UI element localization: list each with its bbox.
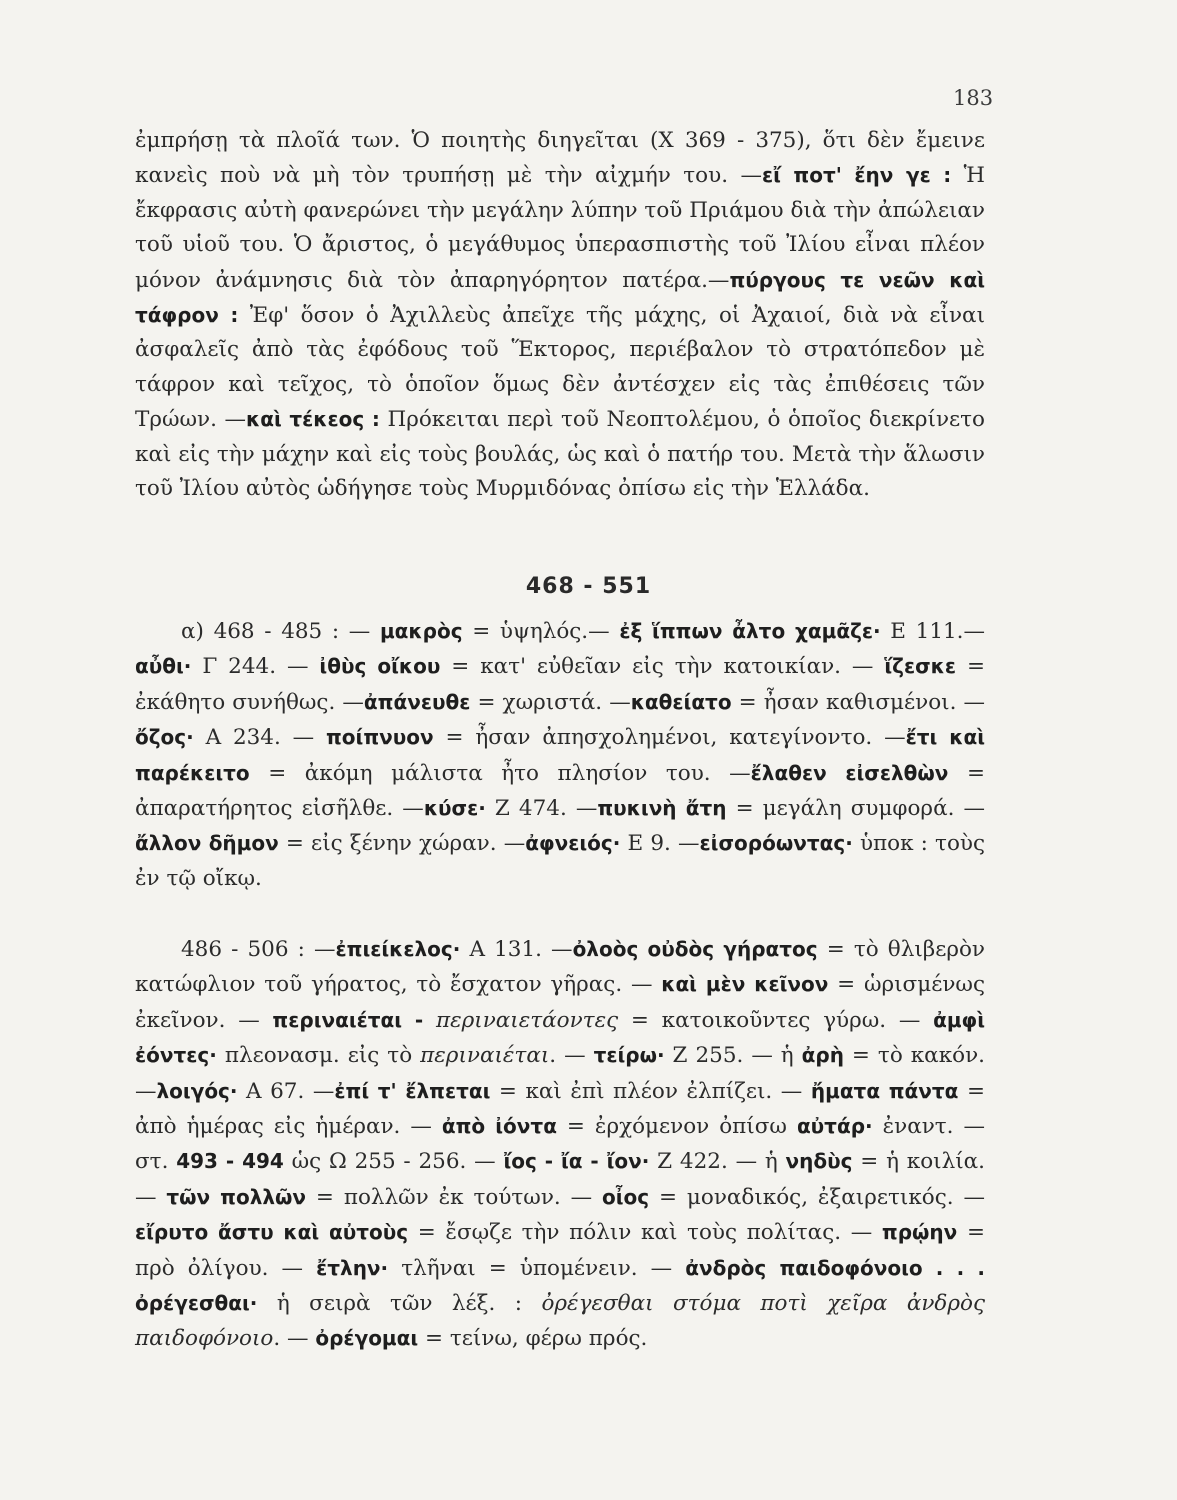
- text-run: = ἐρχόμενον ὀπίσω: [556, 1114, 797, 1140]
- text-run: Ε 9. —: [620, 831, 700, 857]
- lemma: ἤματα πάντα: [810, 1078, 959, 1103]
- lemma: ὄζος·: [135, 725, 194, 750]
- citation: ὀρέγεσθαι στόμα ποτὶ χεῖρα ἀνδρὸς παιδοφόνοιο: [135, 1291, 985, 1352]
- text-run: = ὑψηλός.—: [462, 619, 620, 644]
- text-run: ὑποκ : τοὺς ἐν τῷ οἴκῳ.: [135, 831, 986, 891]
- lemma: ἀρὴ: [801, 1043, 844, 1068]
- text-run: = κατοικοῦντες γύρω. —: [618, 1007, 934, 1033]
- lemma: μακρὸς: [379, 619, 463, 643]
- lemma: καὶ μὲν κεῖνον: [661, 972, 829, 997]
- lemma: ὀρέγομαι: [315, 1326, 419, 1351]
- lemma: καθείατο: [630, 689, 732, 714]
- lemma: αὖθι·: [135, 654, 192, 679]
- lemma: τῶν πολλῶν: [166, 1184, 307, 1209]
- lemma: ἐπί τ' ἔλπεται: [334, 1078, 491, 1103]
- text-run: = τείνω, φέρω πρός.: [418, 1326, 648, 1352]
- lemma: ποίπνυον: [325, 725, 434, 750]
- text-run: = τὸ κακόν. —: [135, 1043, 985, 1104]
- text-run: ἐναντ. — στ.: [135, 1114, 985, 1175]
- citation: περιναιέται: [420, 1043, 550, 1069]
- text-run: = ἀπαρατήρητος εἰσῆλθε. —: [135, 760, 985, 822]
- lemma: ἀνδρὸς παιδοφόνοιο . . . ὀρέγεσθαι·: [135, 1255, 985, 1316]
- text-run: Ἐφ' ὅσον ὁ Ἀχιλλεὺς ἀπεῖχε τῆς μάχης, οἱ Ἀχαιοί, διὰ νὰ εἶναι ἀσφαλεῖς ἀπὸ τὰς ἐφόδους τοῦ Ἕκτορος, περιέβαλον τὸ στρατόπεδον μὲ τάφρον καὶ τεῖχος, τὸ ὁποῖον ὅμως δὲν ἀντέσχεν εἰς τὰς ἐπιθέσεις τῶν Τρώων. —: [135, 303, 985, 433]
- section-heading: 468 - 551: [525, 574, 652, 599]
- citation: περιναιετάοντες: [423, 1007, 619, 1033]
- text-run: Ζ 474. —: [485, 796, 598, 822]
- lemma: ἔτι καὶ παρέκειτο: [135, 725, 985, 785]
- lemma: ἐπιείκελος·: [335, 937, 461, 961]
- text-run: = τὸ θλιβερὸν κατώφλιον τοῦ γήρατος, τὸ ἔσχατον γῆρας. —: [135, 937, 985, 998]
- commentary-paragraph-1: [135, 124, 985, 506]
- text-run: = χωριστά. —: [470, 689, 631, 715]
- lemma: 493 - 494: [176, 1149, 284, 1174]
- text-run: . —: [549, 1043, 594, 1069]
- lemma: περιναιέται -: [272, 1007, 424, 1032]
- lemma: πυκινὴ ἄτη: [597, 796, 727, 821]
- text-run: = ὡρισμένως ἐκεῖνον. —: [135, 972, 985, 1033]
- text-run: Α 67. —: [237, 1078, 335, 1104]
- lemma: εἴρυτο ἄστυ καὶ αὐτοὺς: [135, 1220, 409, 1245]
- lemma: ἀμφὶ ἐόντες·: [135, 1007, 985, 1068]
- text-run: = ἀπὸ ἡμέρας εἰς ἡμέραν. —: [135, 1078, 985, 1140]
- text-run: = ἔσῳζε τὴν πόλιν καὶ τοὺς πολίτας. —: [408, 1220, 882, 1246]
- text-run: Ἡ ἔκφρασις αὐτὴ φανερώνει τὴν μεγάλην λύπην τοῦ Πριάμου διὰ τὴν ἀπώλειαν τοῦ υἱοῦ του. Ὁ ἄριστος, ὁ μεγάθυμος ὑπερασπιστὴς τοῦ Ἰλίου εἶναι πλέον μόνον ἀνάμνησις διὰ τὸν ἀπαρηγόρητον πατέρα.—: [135, 163, 985, 293]
- commentary-paragraph-2: [135, 614, 985, 896]
- text-run: = πρὸ ὀλίγου. —: [135, 1220, 985, 1281]
- lemma: νηδὺς: [785, 1149, 853, 1174]
- text-run: = ἐκάθητο συνήθως. —: [135, 654, 985, 715]
- text-run: Γ 244. —: [191, 654, 320, 680]
- text-run: τλῆναι = ὑπομένειν. —: [388, 1255, 686, 1281]
- lemma: τείρω·: [593, 1043, 665, 1068]
- text-run: πλεονασμ. εἰς τὸ: [216, 1043, 421, 1069]
- lemma: ἐξ ἵππων ἆλτο χαμᾶζε·: [619, 619, 881, 643]
- text-run: α) 468 - 485 : —: [181, 619, 380, 644]
- lemma: ἀπάνευθε: [363, 689, 471, 714]
- text-run: = ἦσαν καθισμένοι. —: [731, 689, 985, 715]
- lemma: ἔλαθεν εἰσελθὼν: [750, 760, 949, 785]
- lemma: ἵζεσκε: [884, 654, 957, 679]
- text-run: Α 234. —: [193, 725, 326, 751]
- lemma: λοιγός·: [156, 1078, 238, 1103]
- text-run: Πρόκειται περὶ τοῦ Νεοπτολέμου, ὁ ὁποῖος διεκρίνετο καὶ εἰς τὴν μάχην καὶ εἰς τοὺς βουλάς, ὡς καὶ ὁ πατήρ του. Μετὰ τὴν ἅλωσιν τοῦ Ἰλίου αὐτὸς ὡδήγησε τοὺς Μυρμιδόνας ὀπίσω εἰς τὴν Ἑλλάδα.: [135, 407, 985, 502]
- lemma: εἴ ποτ' ἔην γε :: [761, 163, 952, 188]
- text-run: 486 - 506 : —: [181, 937, 336, 962]
- text-run: = μεγάλη συμφορά. —: [726, 796, 985, 822]
- text-run: ἐμπρήσῃ τὰ πλοῖά των. Ὁ ποιητὴς διηγεῖται (Χ 369 - 375), ὅτι δὲν ἔμεινε κανεὶς ποὺ νὰ μὴ τὸν τρυπήσῃ μὲ τὴν αἰχμήν του. —: [135, 128, 985, 189]
- lemma: αὐτάρ·: [796, 1114, 873, 1139]
- text-run: . —: [273, 1326, 316, 1352]
- lemma: καὶ τέκεος :: [246, 407, 380, 432]
- lemma: ἔτλην·: [316, 1255, 389, 1280]
- text-run: ἡ σειρὰ τῶν λέξ. :: [257, 1291, 542, 1317]
- page-number: 183: [953, 86, 994, 110]
- text-run: = ἀκόμη μάλιστα ἦτο πλησίον του. —: [249, 760, 751, 786]
- text-run: Ζ 255. — ἡ: [664, 1043, 802, 1069]
- text-run: = πολλῶν ἐκ τούτων. —: [306, 1184, 602, 1210]
- lemma: ἰθὺς οἴκου: [319, 654, 441, 679]
- lemma: ὀλοὸς οὐδὸς γήρατος: [572, 937, 818, 961]
- lemma: οἶος: [601, 1184, 650, 1209]
- text-run: ὡς Ω 255 - 256. —: [283, 1149, 504, 1175]
- lemma: ἀπὸ ἰόντα: [441, 1114, 557, 1139]
- text-run: = κατ' εὐθεῖαν εἰς τὴν κατοικίαν. —: [440, 654, 885, 680]
- commentary-paragraph-3: [135, 932, 985, 1357]
- lemma: ἀφνειός·: [525, 831, 621, 856]
- text-run: = καὶ ἐπὶ πλέον ἐλπίζει. —: [490, 1078, 811, 1104]
- text-run: = ἦσαν ἀπησχολημένοι, κατεγίνοντο. —: [433, 725, 906, 751]
- lemma: ἄλλον δῆμον: [135, 831, 279, 856]
- text-run: Ζ 422. — ἡ: [649, 1149, 786, 1175]
- text-run: = μοναδικός, ἐξαιρετικός. —: [649, 1184, 985, 1210]
- text-run: Ε 111.—: [880, 619, 986, 644]
- text-run: = ἡ κοιλία. —: [135, 1149, 985, 1210]
- lemma: ἴος - ἴα - ἴον·: [503, 1149, 650, 1174]
- lemma: εἰσορόωντας·: [699, 831, 853, 856]
- lemma: πρῴην: [881, 1220, 958, 1245]
- text-run: = εἰς ξένην χώραν. —: [278, 831, 526, 857]
- lemma: κύσε·: [423, 796, 486, 821]
- lemma: πύργους τε νεῶν καὶ τάφρον :: [135, 267, 986, 328]
- text-run: Α 131. —: [460, 937, 573, 962]
